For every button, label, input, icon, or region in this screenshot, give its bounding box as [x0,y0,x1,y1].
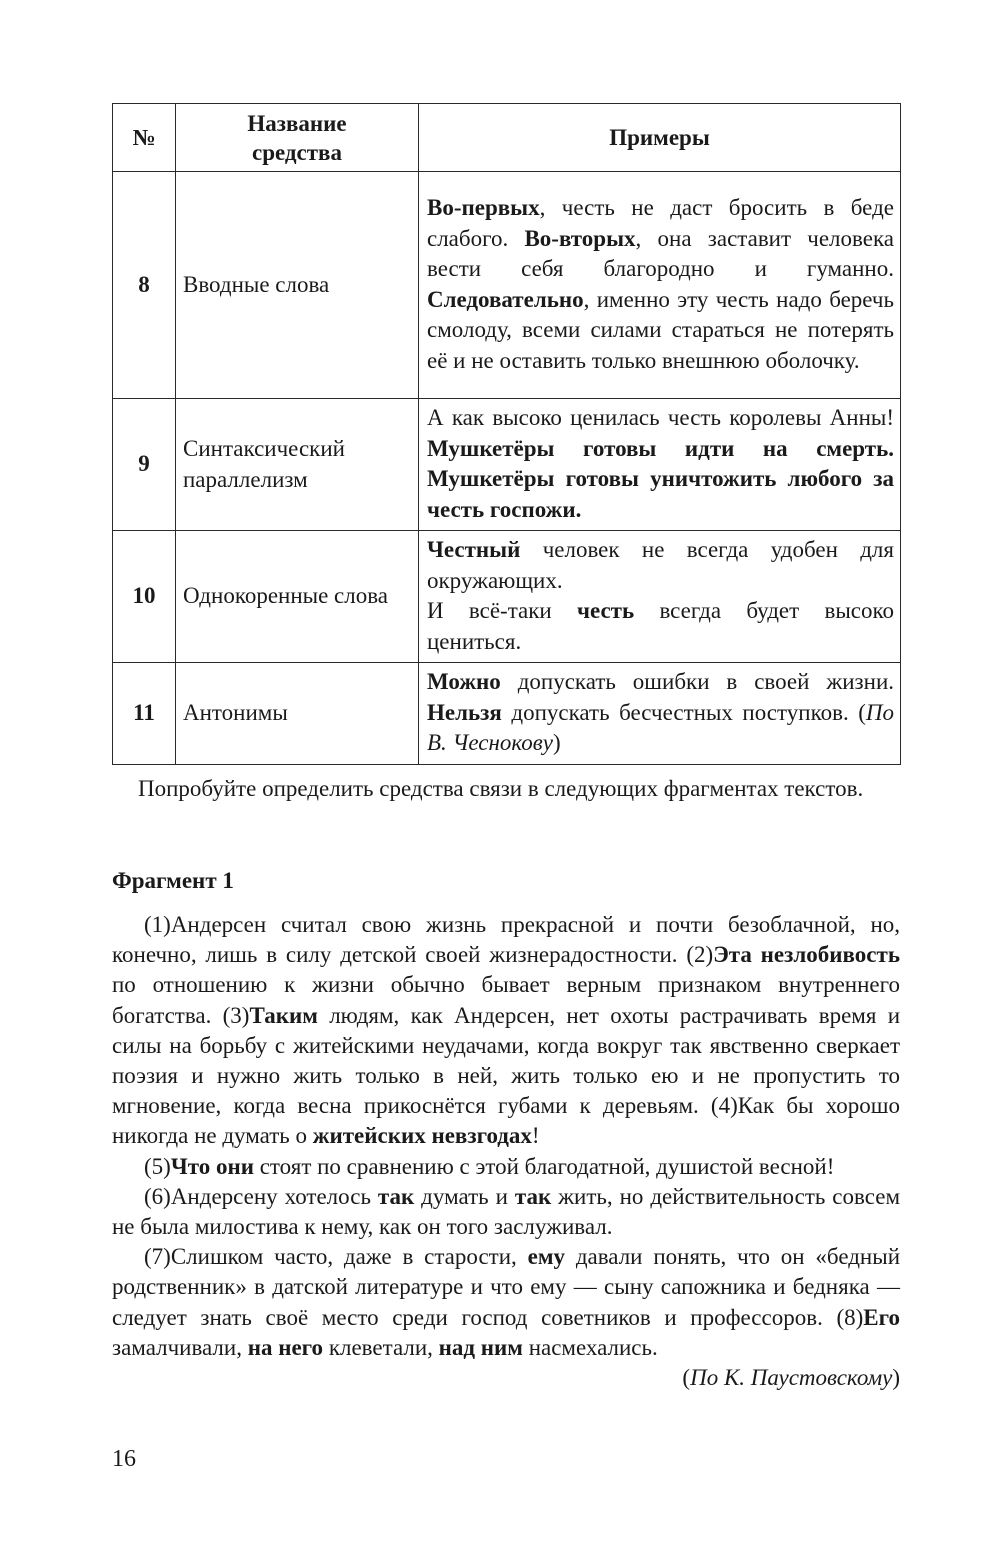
source-author: По К. Паустовскому [690,1365,893,1391]
paragraph: (6)Андерсену хотелось так думать и так жить, но действительность совсем не была милостива к нему, как он того заслуживал. [112,1183,900,1240]
table-row [113,172,901,399]
table-row [113,663,901,765]
fragment-text [112,910,900,1393]
row-example [419,399,901,531]
row-number: 9 [113,399,176,531]
header-name [176,104,419,172]
task-instruction: Попробуйте определить средства связи в следующих фрагментах текстов. [138,776,864,801]
example-text: Честный человек не всегда удобен для окружающих. И всё-таки честь всегда будет высоко цениться. [427,537,894,654]
header-examples: Примеры [419,104,901,172]
row-means-name: Вводные слова [176,172,419,399]
example-text: А как высоко ценилась честь королевы Анны! Мушкетёры готовы идти на смерть. Мушкетёры готовы уничтожить любого за честь госпожи. [427,405,894,522]
row-means-name: Антонимы [176,663,419,765]
paragraph: (5)Что они стоят по сравнению с этой благодатной, душистой весной! [144,1153,835,1179]
paragraph: (1)Андерсен считал свою жизнь прекрасной и почти безоблачной, но, конечно, лишь в силу детской своей жизнерадостности. (2)Эта незлобивость по отношению к жизни обычно бывает верным признаком внутреннего богатства. (3)Таким людям, как Андерсен, нет охоты растрачивать время и силы на борьбу с житейскими неудачами, когда вокруг так явственно сверкает поэзия и нужно жить только в ней, жить только ею и не пропустить то мгновение, когда весна прикоснётся губами к деревьям. (4)Как бы хорошо никогда не думать о житейских невзгодах! [112,912,900,1149]
row-example [419,172,901,399]
bold-fragment: так [377,1183,415,1209]
bold-fragment: Эта незлобивость [713,942,900,968]
example-text: Во-первых, честь не даст бросить в беде слабого. Во-вторых, она заставит человека вести себя благородно и гуманно. Следовательно, именно эту честь надо беречь смолоду, всеми силами стараться не потерять её и не оставить только внешнюю оболочку. [427,195,894,373]
text-source: (По К. Паустовскому) [682,1365,900,1391]
bold-fragment: Нельзя [427,699,502,725]
bold-fragment: так [514,1183,552,1209]
bold-fragment: Что они [170,1153,254,1179]
bold-fragment: житейских невзгодах [312,1123,532,1149]
header-name-line2: средства [252,139,342,165]
bold-fragment: Честный [427,537,521,562]
bold-fragment: ему [527,1244,565,1270]
bold-fragment: Во-вторых [524,225,636,251]
cohesion-means-table [112,103,901,765]
table-header-row [113,104,901,172]
table-row [113,399,901,531]
header-number: № [113,104,176,172]
row-example [419,531,901,663]
row-means-name: Однокоренные слова [176,531,419,663]
page-number: 16 [112,1446,136,1472]
row-number: 11 [113,663,176,765]
table-row [113,531,901,663]
bold-fragment: на него [247,1334,324,1360]
header-name-line1: Название [247,110,347,136]
bold-fragment: Его [863,1304,900,1330]
bold-fragment: честь [577,598,635,623]
bold-fragment: Таким [249,1002,318,1028]
bold-fragment: над ним [438,1334,523,1360]
bold-fragment: Во-первых [427,195,540,220]
row-number: 8 [113,172,176,399]
bold-fragment: Мушкетёры готовы идти на смерть. Мушкетёры готовы уничтожить любого за честь госпожи. [427,435,894,522]
row-example [419,663,901,765]
italic-fragment: По В. Чеснокову [427,699,894,755]
row-number: 10 [113,531,176,663]
row-means-name: Синтаксический параллелизм [176,399,419,531]
bold-fragment: Следовательно [427,286,584,312]
example-text: Можно допускать ошибки в своей жизни. Нельзя допускать бесчестных поступков. (По В. Чеснокову) [427,669,894,755]
paragraph: (7)Слишком часто, даже в старости, ему давали понять, что он «бедный родственник» в датской литературе и что ему — сыну сапожника и бедняка — следует знать своё место среди господ советников и профессоров. (8)Его замалчивали, на него клеветали, над ним насмехались. [112,1244,901,1360]
bold-fragment: Можно [427,669,501,694]
fragment-title: Фрагмент 1 [112,868,234,893]
